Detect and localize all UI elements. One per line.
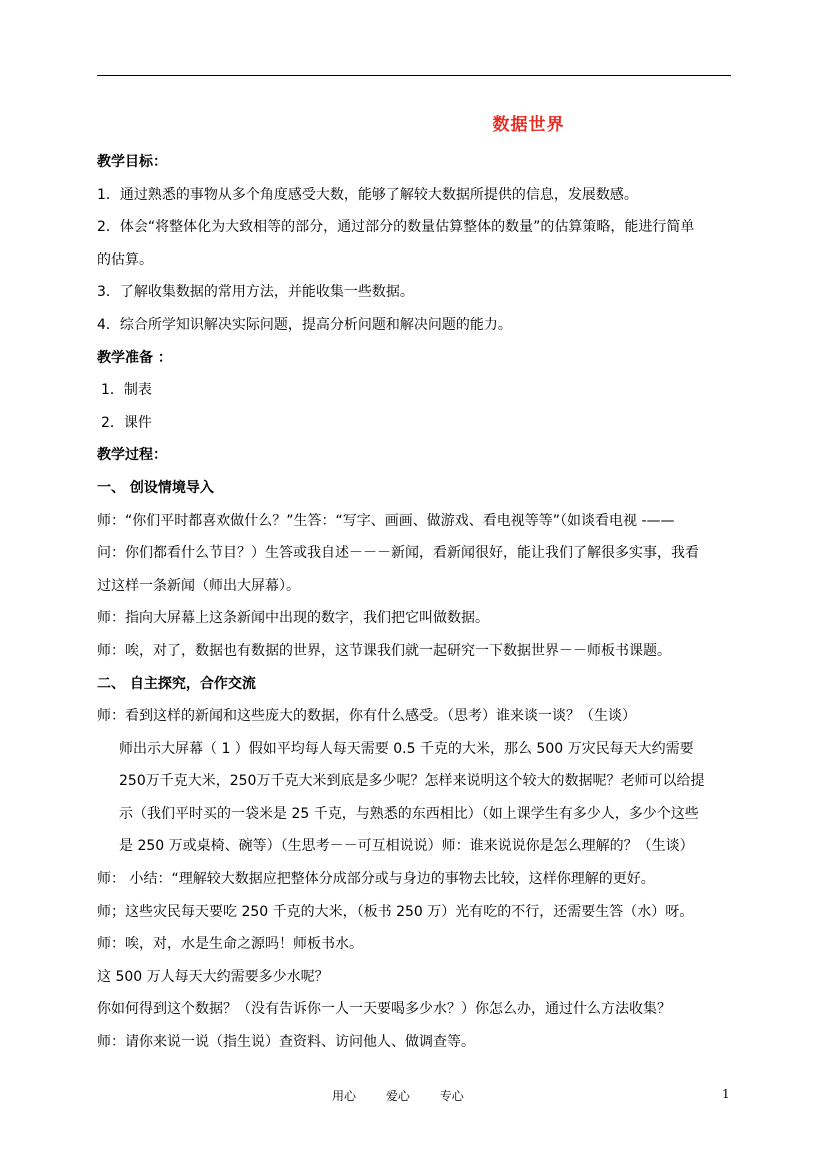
document-title: 数据世界 bbox=[492, 115, 565, 135]
paragraph-line: 师： 小结：“理解较大数据应把整体分成部分或与身边的事物去比较，这样你理解的更好。 bbox=[97, 871, 655, 888]
paragraph-line: 师：“你们平时都喜欢做什么？”生答：“写字、画画、做游戏、看电视等等”（如谈看电视 -—— bbox=[97, 512, 675, 529]
page-number: 1 bbox=[722, 1087, 730, 1101]
footer-motto-word: 专心 bbox=[439, 1089, 464, 1103]
section-heading: 二、 自主探究，合作交流 bbox=[97, 675, 256, 692]
paragraph-line: 师；这些灾民每天要吃 250 千克的大米，（板书 250 万）光有吃的不行，还需要生答（水）呀。 bbox=[97, 903, 694, 920]
list-item: 1．制表 bbox=[101, 382, 152, 399]
section-heading: 教学过程： bbox=[97, 447, 167, 464]
paragraph-line: 示（我们平时买的一袋米是 25 千克，与熟悉的东西相比）（如上课学生有多少人，多少个这些 bbox=[119, 805, 699, 822]
paragraph-line: 师：请你来说一说（指生说）查资料、访问他人、做调查等。 bbox=[97, 1034, 475, 1051]
paragraph-line: 是 250 万或桌椅、碗等）（生思考－－可互相说说）师：谁来说说你是怎么理解的？（生谈） bbox=[119, 838, 694, 855]
paragraph-line: 师：指向大屏幕上这条新闻中出现的数字，我们把它叫做数据。 bbox=[97, 610, 489, 627]
footer-motto-word: 爱心 bbox=[385, 1089, 410, 1103]
paragraph-line: 2．体会“将整体化为大致相等的部分，通过部分的数量估算整体的数量”的估算策略，能进行简单 bbox=[97, 219, 695, 236]
footer-motto-word: 用心 bbox=[332, 1089, 357, 1103]
paragraph-line: 3．了解收集数据的常用方法，并能收集一些数据。 bbox=[97, 284, 414, 301]
section-heading: 一、 创设情境导入 bbox=[97, 479, 214, 496]
paragraph-line: 师：唉，对，水是生命之源吗！师板书水。 bbox=[97, 936, 363, 953]
paragraph-line: 过这样一条新闻（师出大屏幕）。 bbox=[97, 577, 300, 594]
section-heading: 教学目标： bbox=[97, 154, 167, 170]
section-heading: 教学准备 ： bbox=[97, 349, 172, 366]
paragraph-line: 这 500 万人每天大约需要多少水呢？ bbox=[97, 968, 329, 985]
paragraph-line: 的估算。 bbox=[97, 251, 153, 268]
paragraph-line: 师：看到这样的新闻和这些庞大的数据，你有什么感受。（思考）谁来谈一谈？（生谈） bbox=[97, 708, 636, 725]
paragraph-line: 4．综合所学知识解决实际问题，提高分析问题和解决问题的能力。 bbox=[97, 316, 512, 333]
paragraph-line: 师出示大屏幕（ 1 ）假如平均每人每天需要 0.5 千克的大米，那么 500 万灾民每天大约需要 bbox=[119, 740, 694, 757]
paragraph-line: 250万千克大米，250万千克大米到底是多少呢？怎样来说明这个较大的数据呢？老师可以给提 bbox=[119, 773, 705, 790]
paragraph-line: 问：你们都看什么节目？）生答或我自述－－－新闻，看新闻很好，能让我们了解很多实事，我看 bbox=[97, 545, 699, 562]
document-body bbox=[97, 146, 737, 1059]
header-rule bbox=[97, 75, 731, 76]
paragraph-line: 你如何得到这个数据？（没有告诉你一人一天要喝多少水？）你怎么办，通过什么方法收集？ bbox=[97, 1001, 671, 1018]
paragraph-line: 1．通过熟悉的事物从多个角度感受大数，能够了解较大数据所提供的信息，发展数感。 bbox=[97, 186, 638, 203]
paragraph-line: 师：唉，对了，数据也有数据的世界，这节课我们就一起研究一下数据世界－－师板书课题。 bbox=[97, 642, 671, 659]
list-item: 2．课件 bbox=[101, 414, 152, 431]
footer-motto bbox=[332, 1087, 490, 1104]
